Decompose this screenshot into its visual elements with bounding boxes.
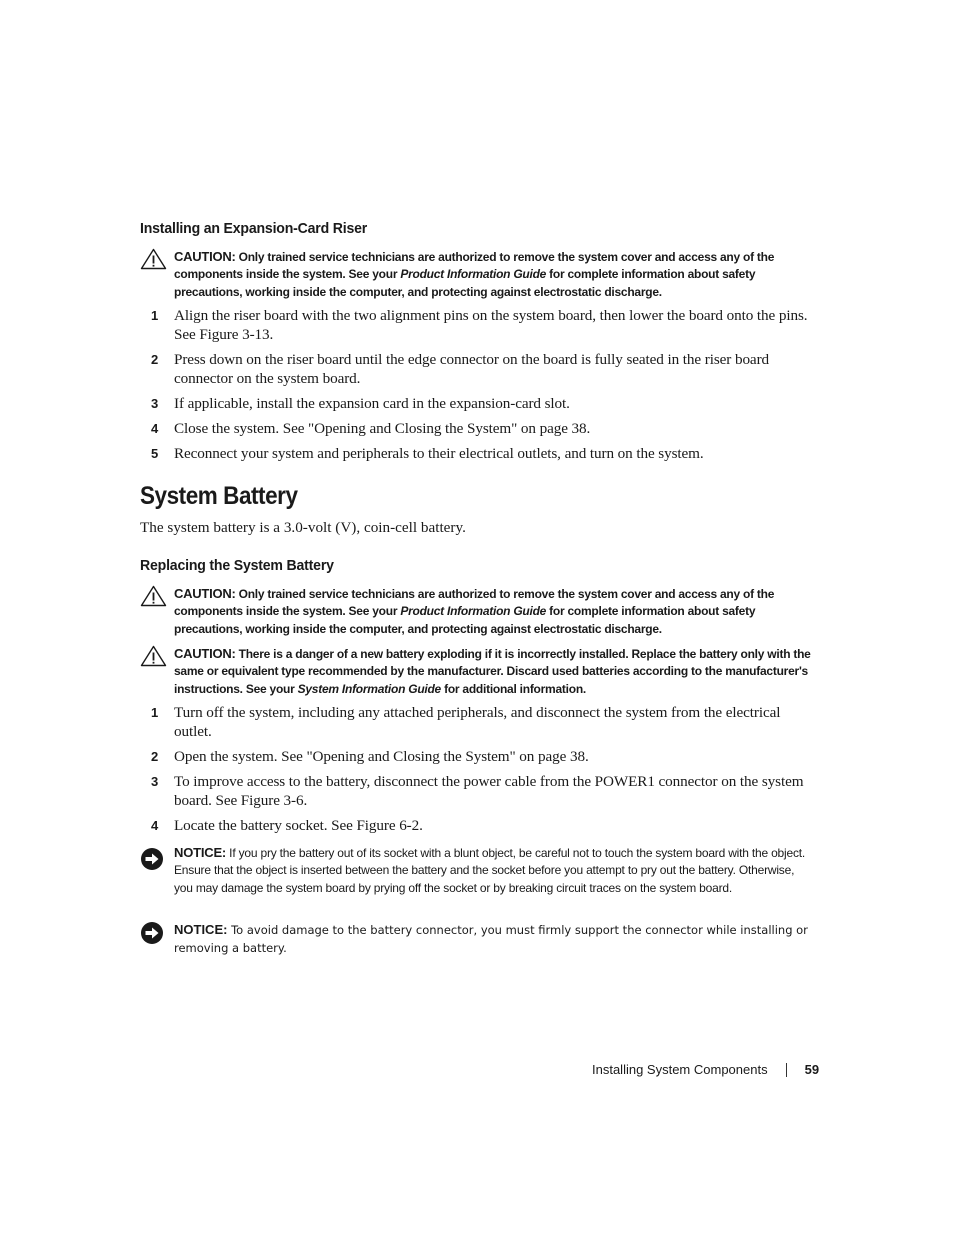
- step-number: 1: [151, 308, 159, 323]
- notice-block: [140, 921, 816, 957]
- list-item: [140, 420, 820, 439]
- step-number: 3: [151, 396, 159, 411]
- section-heading-expansion-riser: Installing an Expansion-Card Riser: [140, 220, 368, 237]
- step-text: Turn off the system, including any attached peripherals, and disconnect the system from the electrical outlet.: [174, 704, 781, 740]
- footer-divider: [786, 1063, 787, 1077]
- intro-paragraph: The system battery is a 3.0-volt (V), coin-cell battery.: [140, 519, 466, 536]
- caution-body: Only trained service technicians are authorized to remove the system cover and access any of the components inside the system. See your: [174, 250, 775, 282]
- list-item: [140, 445, 820, 464]
- step-number: 2: [151, 749, 159, 764]
- caution-body-end: for complete information about safety precautions, working inside the computer, and protecting against electrostatic discharge.: [174, 604, 756, 636]
- step-text: To improve access to the battery, disconnect the power cable from the POWER1 connector on the system board. See Figure 3-6.: [174, 773, 804, 809]
- caution-triangle-icon: [140, 585, 167, 607]
- step-number: 1: [151, 705, 159, 720]
- caution-text: [174, 645, 816, 698]
- step-text: Open the system. See "Opening and Closing the System" on page 38.: [174, 748, 589, 765]
- list-item: [140, 307, 820, 344]
- notice-text: [174, 844, 816, 897]
- notice-label: NOTICE:: [174, 845, 227, 860]
- list-item: [140, 395, 820, 414]
- caution-block: [140, 645, 816, 698]
- step-text: Press down on the riser board until the edge connector on the board is fully seated in the riser board connector on the system board.: [174, 351, 770, 387]
- page-footer: [592, 1062, 819, 1077]
- caution-guide-title: System Information Guide: [297, 681, 441, 696]
- caution-label: CAUTION:: [174, 586, 236, 601]
- notice-body: If you pry the battery out of its socket with a blunt object, be careful not to touch the system board with the object. Ensure that the object is inserted between the battery and the socket before you attempt to pry out the battery. Otherwise, you may damage the system board by prying off the socket or by breaking circuit traces on the system board.: [174, 846, 806, 895]
- step-text: Locate the battery socket. See Figure 6-2.: [174, 817, 423, 834]
- notice-body: To avoid damage to the battery connector, you must firmly support the connector while installing or removing a battery.: [174, 923, 808, 955]
- notice-text: [174, 921, 816, 957]
- caution-body-end: for complete information about safety precautions, working inside the computer, and protecting against electrostatic discharge.: [174, 267, 756, 299]
- caution-body: There is a danger of a new battery exploding if it is incorrectly installed. Replace the battery only with the same or equivalent type recommended by the manufacturer. Discard used batteries according to the manufacturer's instructions. See your: [174, 647, 811, 696]
- caution-label: CAUTION:: [174, 249, 236, 264]
- notice-label: NOTICE:: [174, 922, 228, 937]
- list-item: [140, 351, 820, 388]
- step-number: 4: [151, 421, 159, 436]
- notice-arrow-icon: [140, 847, 164, 871]
- step-text: Reconnect your system and peripherals to their electrical outlets, and turn on the system.: [174, 445, 704, 462]
- caution-guide-title: Product Information Guide: [400, 604, 547, 619]
- step-number: 3: [151, 774, 159, 789]
- step-number: 5: [151, 446, 159, 461]
- caution-triangle-icon: [140, 645, 167, 667]
- caution-block: [140, 585, 816, 638]
- page-title: System Battery: [140, 482, 298, 510]
- step-number: 4: [151, 818, 159, 833]
- footer-chapter: Installing System Components: [592, 1062, 768, 1077]
- page-number: 59: [804, 1062, 820, 1077]
- caution-body-end: for additional information.: [440, 681, 586, 696]
- step-text: If applicable, install the expansion card in the expansion-card slot.: [174, 395, 570, 412]
- list-item: [140, 817, 820, 836]
- step-text: Align the riser board with the two alignment pins on the system board, then lower the board onto the pins. See Figure 3-13.: [174, 307, 808, 343]
- caution-text: [174, 248, 816, 301]
- list-item: [140, 773, 820, 810]
- caution-guide-title: Product Information Guide: [400, 267, 547, 282]
- caution-block: [140, 248, 816, 301]
- step-text: Close the system. See "Opening and Closing the System" on page 38.: [174, 420, 591, 437]
- step-number: 2: [151, 352, 159, 367]
- list-item: [140, 704, 820, 741]
- list-item: [140, 748, 820, 767]
- caution-body: Only trained service technicians are authorized to remove the system cover and access any of the components inside the system. See your: [174, 587, 775, 619]
- caution-triangle-icon: [140, 248, 167, 270]
- section-heading-replacing-battery: Replacing the System Battery: [140, 557, 334, 574]
- notice-arrow-icon: [140, 921, 164, 945]
- caution-label: CAUTION:: [174, 646, 236, 661]
- caution-text: [174, 585, 816, 638]
- notice-block: [140, 844, 816, 897]
